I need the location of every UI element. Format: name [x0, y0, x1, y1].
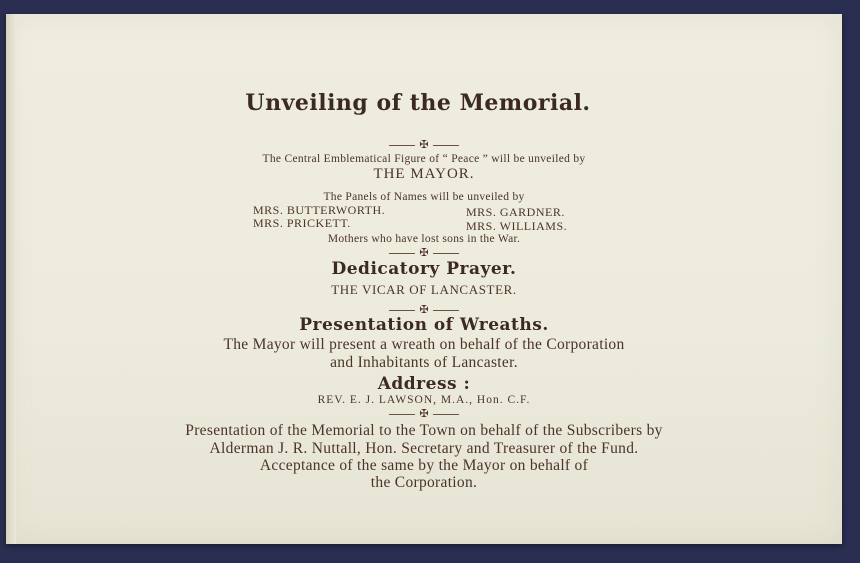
prayer-heading: Dedicatory Prayer. [331, 259, 517, 279]
maltese-cross-icon: ✠ [419, 139, 429, 151]
prayer-text: THE VICAR OF LANCASTER. [331, 282, 517, 297]
presentation-line-4: the Corporation. [370, 474, 478, 491]
presentation-line-3: Acceptance of the same by the Mayor on behalf of [259, 457, 589, 474]
maltese-cross-icon: ✠ [419, 247, 429, 259]
cross-ornament-4 [6, 408, 842, 420]
maltese-cross-icon: ✠ [419, 304, 429, 316]
page-title: Unveiling of the Memorial. [245, 90, 591, 116]
maltese-cross-icon: ✠ [419, 408, 429, 420]
address-text: REV. E. J. LAWSON, M.A., Hon. C.F. [317, 394, 531, 406]
name-butterworth: MRS. BUTTERWORTH. [253, 203, 386, 217]
wreaths-heading: Presentation of Wreaths. [299, 315, 549, 335]
unveiler-name: THE MAYOR. [373, 166, 475, 182]
wreaths-line-2: and Inhabitants of Lancaster. [330, 354, 518, 371]
cross-ornament-1 [6, 139, 842, 151]
presentation-line-1: Presentation of the Memorial to the Town on behalf of the Subscribers by [185, 422, 663, 439]
address-heading: Address : [377, 374, 471, 394]
mothers-line: Mothers who have lost sons in the War. [327, 233, 521, 245]
name-williams: MRS. WILLIAMS. [466, 219, 568, 233]
cross-ornament-2 [6, 247, 842, 259]
wreaths-line-1: The Mayor will present a wreath on behalf of the Corporation [223, 336, 625, 353]
panels-line: The Panels of Names will be unveiled by [323, 191, 525, 203]
programme-page [6, 14, 842, 544]
name-prickett: MRS. PRICKETT. [253, 216, 351, 230]
unveil-line: The Central Emblematical Figure of “ Peace ” will be unveiled by [262, 153, 586, 165]
presentation-line-2: Alderman J. R. Nuttall, Hon. Secretary and Treasurer of the Fund. [209, 440, 639, 457]
name-gardner: MRS. GARDNER. [466, 205, 565, 219]
